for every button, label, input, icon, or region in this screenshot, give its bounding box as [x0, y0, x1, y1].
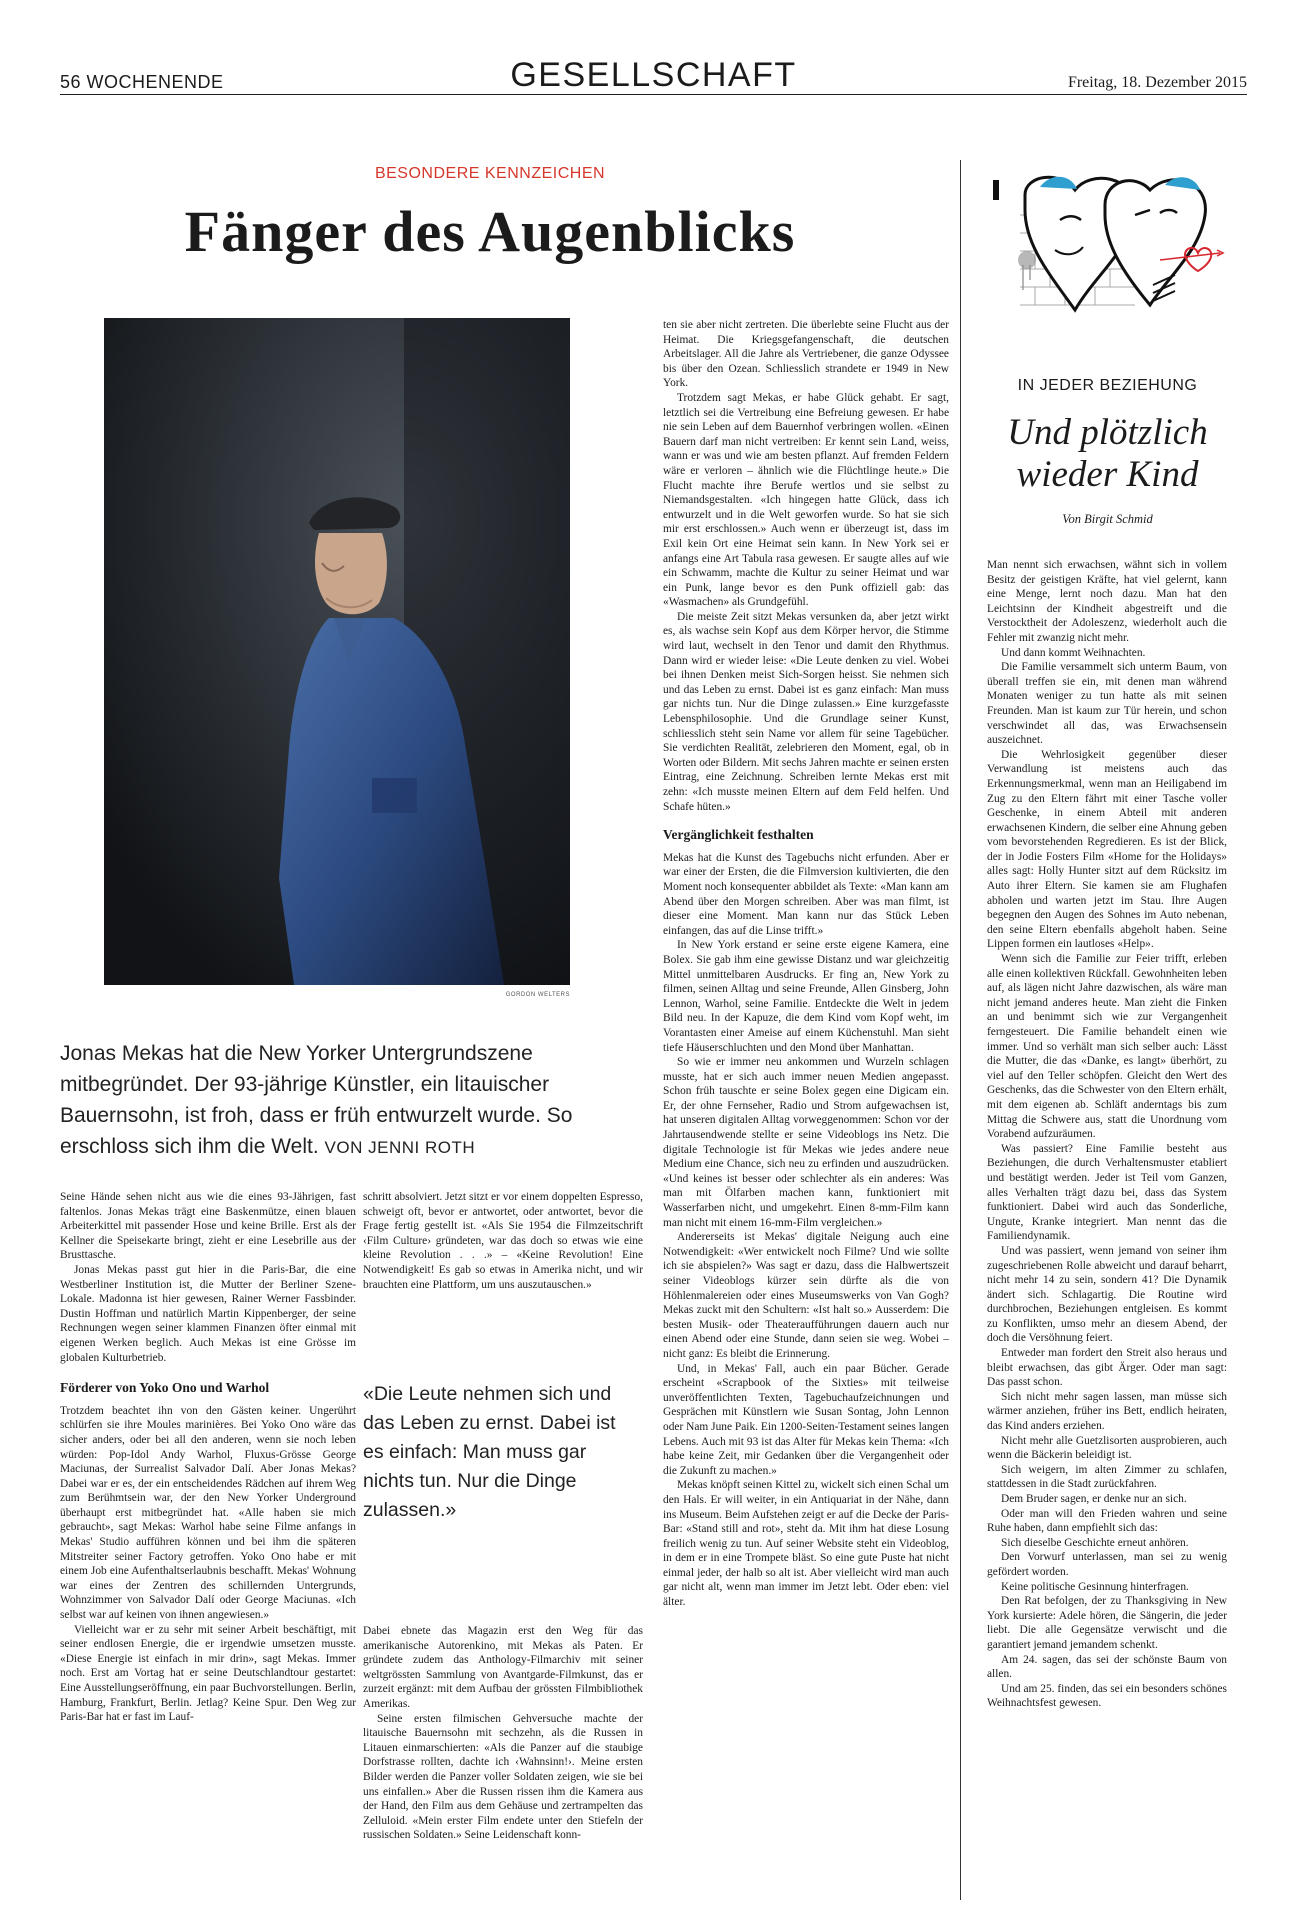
column-byline: Von Birgit Schmid	[1062, 512, 1153, 526]
photo-credit: GORDON WELTERS	[505, 992, 570, 998]
paragraph: Den Rat befolgen, der zu Thanksgiving in New York kursierte: Adele hören, die Sängerin, die jeder liebt. Die alle Gegensätze verwischt und die garantiert jemand jemandem schenkt.	[987, 1595, 1227, 1651]
paragraph: Nicht mehr alle Guetzlisorten ausprobieren, auch wenn die Bäckerin beleidigt ist.	[987, 1434, 1227, 1462]
paragraph: Seine ersten filmischen Gehversuche machte der litauische Bauernsohn mit sechzehn, als die Russen in Litauen einmarschierten: «Als die Panzer auf die staubige Dorfstrasse rollten, dachte ich ‹Wahnsinn!›. Meine ersten Bilder werden die Panzer voller Soldaten zeigen, wie sie bei uns einfallen.» Aber die Russen rissen ihm die Kamera aus der Hand, den Film aus dem Gehäuse und zertrampelten das Zelluloid. «Mein erster Film endete unter den Stiefeln der russischen Soldaten.» Seine Leidenschaft konn-	[363, 1712, 643, 1842]
paragraph: Die Wehrlosigkeit gegenüber dieser Verwandlung ist meistens auch das Erkennungsmerkmal, wenn man an Heiligabend im Zug zu den Eltern fährt mit einer Tasche voller Geschenke, in einem Abteil mit anderen erwachsenen Kindern, die selber eine Ahnung geben vom bevorstehenden Regredieren. Es ist der Blick, der in Jodie Fosters Film «Home for the Holidays» alles sagt: Holly Hunter sitzt auf dem Rücksitz im Auto ihrer Eltern. Sie kamen sie am Flughafen abholen und warten jetzt im Stau. Ihre Augen begegnen den Augen des Sohnes im Auto nebenan, den seine Eltern ebenfalls abgeholt haben. Seine Lippen formen ein lautloses «Help».	[987, 748, 1227, 951]
paragraph: Jonas Mekas passt gut hier in die Paris-Bar, die eine Westberliner Institution ist, die Mutter der Berliner Szene-Lokale. Madonna ist hier gewesen, Rainer Werner Fassbinder. Dustin Hoffman und natürlich Martin Kippenberger, der seine Rechnungen wegen seiner klammen Finanzen öfter einmal mit eigenen Werken beglich. Auch Mekas ist eine Grösse im globalen Kulturbetrieb.	[60, 1263, 356, 1364]
article-lede	[60, 1038, 600, 1163]
paragraph: Keine politische Gesinnung hinterfragen.	[1001, 1580, 1189, 1593]
subheading: Förderer von Yoko Ono und Warhol	[60, 1380, 270, 1396]
paragraph: Dem Bruder sagen, er denke nur an sich.	[1001, 1493, 1187, 1505]
paragraph: Mekas hat die Kunst des Tagebuchs nicht erfunden. Aber er war einer der Ersten, die die Filmversion kultivierten, die den Moment noch konsequenter abbildet als Texte: «Man kann am Abend über den Morgen schreiben. Aber was man filmt, ist dieser eine Moment. Man kann nur das Stück Leben einfangen, das auf die Linse trifft.»	[663, 851, 949, 937]
column-body	[987, 558, 1227, 1711]
lede-author: VON JENNI ROTH	[324, 1138, 476, 1157]
paragraph: Die meiste Zeit sitzt Mekas versunken da, aber jetzt wirkt es, als wachse sein Kopf aus dem Körper hervor, die Stimme wird laut, wechselt in den Tenor und damit den Rhythmus. Dann wird er wieder leise: «Die Leute denken zu viel. Wobei bei ihnen Denken meist Sich-Sorgen heisst. Sie nehmen sich und das Leben zu ernst. Dabei ist es ganz einfach: Man muss gar nichts tun. Nur die Dinge zulassen.» Eine kurzgefasste Lebensphilosophie. Und die Grundlage seiner Kunst, schliesslich steht sein Name vor allem für seine Tagebücher. Sie verdichten Realität, zelebrieren den Moment, egal, ob in Worten oder Bildern. Mit sechs Jahren machte er seinen ersten Eintrag, eine Zeichnung. Schreiben lernte Mekas erst mit zehn: «Ich musste meinen Eltern auf dem Feld helfen. Und Schafe hüten.»	[663, 610, 949, 813]
paragraph: Entweder man fordert den Streit also heraus und bleibt erwachsen, das gibt Ärger. Oder man sagt: Das passt schon.	[987, 1347, 1227, 1389]
article-headline: Fänger des Augenblicks	[184, 199, 796, 264]
article-column-2-bottom	[363, 1624, 643, 1843]
column-title-line-1: Und plötzlich	[1007, 412, 1208, 453]
paragraph: Oder man will den Frieden wahren und seine Ruhe haben, dann empfiehlt sich das:	[987, 1507, 1227, 1535]
column-kicker: IN JEDER BEZIEHUNG	[1017, 377, 1198, 394]
article-kicker: BESONDERE KENNZEICHEN	[374, 165, 606, 182]
paragraph: Dabei ebnete das Magazin erst den Weg für das amerikanische Autorenkino, mit Mekas als Paten. Er gründete zudem das Anthology-Filmarchiv mit seiner weltgrössten Sammlung von Avantgarde-Filmkunst, das er zurzeit ergänzt: mit dem Aufbau der grössten Filmbibliothek Amerikas.	[363, 1625, 643, 1710]
paragraph: ten sie aber nicht zertreten. Die überlebte seine Flucht aus der Heimat. Die Kriegsgefangenschaft, die deutschen Arbeitslager. All die Jahre als Vertriebener, die ganze Odyssee bis über den Ozean. Schliesslich strandete er 1949 in New York.	[663, 319, 949, 390]
paragraph: schritt absolviert. Jetzt sitzt er vor einem doppelten Espresso, schweigt oft, bevor er antwortet, oder antwortet, bevor die Frage fertig gestellt ist. «Als Sie 1954 die Filmzeitschrift ‹Film Culture› gründeten, war das doch so etwas wie eine kleine Revolution . . .» – «Keine Revolution! Eine Notwendigkeit! Es gab so etwas in Amerika nicht, und wir brauchten eine Plattform, um uns auszutauschen.»	[363, 1191, 643, 1291]
issue-date: Freitag, 18. Dezember 2015	[1067, 74, 1247, 91]
article-column-3	[663, 318, 949, 1610]
paragraph: Den Vorwurf unterlassen, man sei zu wenig gefördert worden.	[987, 1551, 1227, 1578]
portrait-photo	[104, 318, 570, 985]
paragraph: Vielleicht war er zu sehr mit seiner Arbeit beschäftigt, mit seiner endlosen Energie, die er irgendwie umsetzen musste. «Diese Energie ist einfach in mir drin», sagt Mekas. Immer noch. Erst am Vortag hat er seine Deutschlandtour gestartet: Eine Ausstellungseröffnung, ein paar Buchvorstellungen. Berlin, Hamburg, Frankfurt, Berlin. Jetlag? Keine Spur. Den Weg zur Paris-Bar hat er fast im Lauf-	[60, 1623, 356, 1724]
paragraph: Trotzdem beachtet ihn von den Gästen keiner. Ungerührt schlürfen sie ihre Moules marinières. Bei Yoko Ono wäre das sicher anders, oder bei all den anderen, wenn sie noch leben würden: Pop-Idol Andy Warhol, Fluxus-Grösse George Maciunas, der Surrealist Salvador Dalí. Aber Jonas Mekas? Dabei war er es, der ein entscheidendes Rädchen auf ihrem Weg zum Berühmtsein war, der den New Yorker Underground überhaupt erst mitbegründet hat. «Alle haben sie mich gebraucht», sagt Mekas: Warhol habe seine Filme anfangs in Mekas' Studio aufführen können und bei ihm die späteren Mitstreiter seiner Factory getroffen. Yoko Ono habe er mit einem Job eine Aufenthaltserlaubnis beschafft. Mekas' Wohnung war eines der Zentren des schillernden Untergrunds, Wohnzimmer von Salvador Dalí oder George Maciunas. «Ich selbst war auf keinen von ihnen angewiesen.»	[60, 1404, 356, 1622]
paragraph: Sich weigern, im alten Zimmer zu schlafen, stattdessen in die Stadt zurückfahren.	[987, 1463, 1227, 1491]
page-number-section: 56 WOCHENENDE	[60, 72, 224, 92]
article-column-2-top	[363, 1190, 643, 1292]
paragraph: In New York erstand er seine erste eigene Kamera, eine Bolex. Sie gab ihm eine gewisse Distanz und war gleichzeitig Mittel unmittelbaren Ausdrucks. Er fing an, New York zu filmen, seinen Alltag und seine Freunde, Allen Ginsberg, John Lennon, Warhol, seine Familie. Entdeckte die Welt in jedem Bild neu. In der Kapuze, die dem Kind vom Kopf weht, im Vorantasten einer Ameise auf einem Küchenstuhl. Man sieht tiefe Häuserschluchten und den Mond über Manhattan.	[663, 939, 949, 1054]
paragraph: Man nennt sich erwachsen, wähnt sich in vollem Besitz der geistigen Kräfte, hat viel gelernt, kann eine Menge, lernt noch dazu. Man hat den Leichtsinn der Kindheit abgestreift und die Verstocktheit der Adoleszenz, wiederholt auch die Fehler mit zwanzig nicht mehr.	[987, 559, 1227, 644]
header-rule	[60, 94, 1247, 95]
subheading: Vergänglichkeit festhalten	[663, 827, 814, 843]
paragraph: Und was passiert, wenn jemand von seiner ihm zugeschriebenen Rolle abweicht und darauf beharrt, nicht mehr 14 zu sein, sondern 41? Die Dynamik ändert sich. Schlagartig. Die Routine wird durchbrochen, Beziehungen entgleisen. Es kommt zu Konflikten, umso mehr an diesem Abend, der doch die Versöhnung feiert.	[987, 1244, 1227, 1345]
paragraph: Und, in Mekas' Fall, auch ein paar Bücher. Gerade erscheint «Scrapbook of the Sixties» mit teilweise unveröffentlichten Texten, Tagebuchaufzeichnungen und Gesprächen mit Künstlern wie Susan Sontag, John Lennon oder Nam June Paik. Ein 1200-Seiten-Testament seines langen Lebens. Auch mit 93 ist das Alter für Mekas kein Thema: «Ich habe keine Zeit, mir Gedanken über die Vergangenheit oder die Zukunft zu machen.»	[663, 1362, 949, 1477]
heart-faces-illustration	[985, 165, 1230, 340]
column-divider	[960, 160, 961, 1900]
paragraph: Seine Hände sehen nicht aus wie die eines 93-Jährigen, fast faltenlos. Jonas Mekas trägt eine Baskenmütze, einen blauen Arbeiterkittel mit passender Hose und keine Brille. Erst als der Kellner die Speisekarte bringt, zieht er eine Lesebrille aus der Brusttasche.	[60, 1191, 356, 1262]
column-title-line-2: wieder Kind	[1016, 454, 1199, 495]
paragraph: Sich nicht mehr sagen lassen, man müsse sich wärmer anziehen, früher ins Bett, endlich heiraten, das Kind anders erziehen.	[987, 1390, 1227, 1433]
section-title: GESELLSCHAFT	[510, 56, 797, 94]
pull-quote: «Die Leute nehmen sich und das Leben zu ernst. Dabei ist es einfach: Man muss gar nichts tun. Nur die Dinge zulassen.»	[363, 1383, 616, 1521]
paragraph: Andererseits ist Mekas' digitale Neigung auch eine Notwendigkeit: «Wer entwickelt noch Filme? Und wie sollte ich sie abspielen?» Was sagt er dazu, dass die Halbwertszeit seiner Videoblogs kürzer sein dürfte als die von Höhlenmalereien oder eines Museumswerks von Van Gogh? Mekas zuckt mit den Schultern: «Ist halt so.» Ausserdem: Die besten Musik- oder Theateraufführungen dauern auch nur einen Abend oder eine Stunde, dann seien sie weg. Wobei – nicht ganz: Es bleibt die Erinnerung.	[663, 1231, 949, 1360]
paragraph: Was passiert? Eine Familie besteht aus Beziehungen, die durch Verhaltensmuster etabliert und bestätigt werden. Jeder ist Teil vom Ganzen, alles Verhalten trägt dazu bei, dass das System funktioniert. Dabei wird auch das Sonderliche, Ungute, Kranke integriert. Man nennt das die Familiendynamik.	[987, 1142, 1227, 1243]
article-column-1	[60, 1190, 356, 1725]
lede-text: Jonas Mekas hat die New Yorker Untergrundszene mitbegründet. Der 93-jährige Künstler, ein litauischer Bauernsohn, ist froh, dass er früh entwurzelt wurde. So erschloss sich ihm die Welt.	[60, 1042, 573, 1158]
paragraph: Mekas knöpft seinen Kittel zu, wickelt sich einen Schal um den Hals. Er will weiter, in ein Antiquariat in der Nähe, dann ins Museum. Beim Aufstehen zeigt er auf die Decke der Paris-Bar: «Stand still and rot», steht da. Mit ihm hat diese Losung freilich wenig zu tun. Auf seiner Website steht ein Videoblog, in dem er in eine Trompete bläst. So eine gute Puste hat nicht einmal jeder, der halb so alt ist. Aber vielleicht wird man auch gar nicht alt, wenn man immer im Jetzt lebt. Oder eben: viel älter.	[663, 1479, 949, 1609]
paragraph: Wenn sich die Familie zur Feier trifft, erleben alle einen kollektiven Rückfall. Gewohnheiten leben auf, als lägen nicht Jahre dazwischen, als wäre man nicht jemand anderes heute. Man zieht die Finken an und benimmt sich wie zur Vergangenheit ferngesteuert. Die Familie behandelt einen wie immer. Und so verhält man sich selber auch: Lässt die Mutter, die das «Danke, es langt» überhört, zu viel auf den Teller schöpfen. Gleicht den Wert des Geschenks, das die Schwester von den Eltern erhält, mit dem eigenen ab. Schläft anderntags bis zum Mittag die Schwere aus, statt die Unordnung vom Vorabend aufzuräumen.	[987, 953, 1227, 1141]
paragraph: Und am 25. finden, das sei ein besonders schönes Weihnachtsfest gewesen.	[987, 1682, 1227, 1710]
paragraph: Trotzdem sagt Mekas, er habe Glück gehabt. Er sagt, letztlich sei die Vertreibung eine Befreiung gewesen. Er habe nie sein Leben auf dem Bauernhof verbringen wollen. «Einen Bauern darf man nicht vertreiben: Er kennt sein Land, weiss, wann er was und wie am besten pflanzt. Auf fremden Feldern wäre er verloren – ähnlich wie die Flüchtlinge heute.» Die Flucht machte ihre Berufe wertlos und sie selbst zu Niemandsgestalten. «Ich hingegen hatte Glück, dass ich entwurzelt und in die Welt geworfen wurde. So hat sie sich mir erst erschlossen.» Auch wenn er überzeugt ist, dass im Exil kein Ort eine Heimat sein kann. In New York sei er anfangs eine Art Tabula rasa gewesen. Er saugte alles auf wie ein Schwamm, machte die Kultur zu seiner Heimat und war ein Punk, lange bevor es den Punk offiziell gab: das «Wasmachen» als Grundgefühl.	[663, 391, 949, 609]
paragraph: So wie er immer neu ankommen und Wurzeln schlagen musste, hat er sich auch immer neuen Medien angepasst. Schon früh tauschte er seine Bolex gegen eine Digicam ein. Er, der ohne Fernseher, Radio und Strom aufgewachsen ist, hat unseren digitalen Alltag vorweggenommen: Schon vor der Jahrtausendwende stellte er seine Videoblogs ins Netz. Die digitale Technologie ist für Mekas wie jedes andere neue Medium eine Chance, sich neu zu erfinden und auszudrücken. «Und keines ist besser oder schlechter als ein anderes: Was man mit Ölfarben machen kann, funktioniert mit Wasserfarben nicht, und umgekehrt. Einen 8-mm-Film kann man nicht mit einem 16-mm-Film vergleichen.»	[663, 1056, 949, 1229]
paragraph: Am 24. sagen, das sei der schönste Baum von allen.	[987, 1653, 1227, 1681]
column-title	[970, 412, 1245, 496]
paragraph: Und dann kommt Weihnachten.	[1001, 646, 1146, 659]
paragraph: Die Familie versammelt sich unterm Baum, von überall treffen sie ein, mit denen man während Monaten weniger zu tun hatte als mit seinen Freunden. Man ist kaum zur Tür herein, und schon verschwindet all das, was Erwachsensein auszeichnet.	[987, 661, 1227, 747]
paragraph: Sich dieselbe Geschichte erneut anhören.	[1001, 1536, 1189, 1549]
